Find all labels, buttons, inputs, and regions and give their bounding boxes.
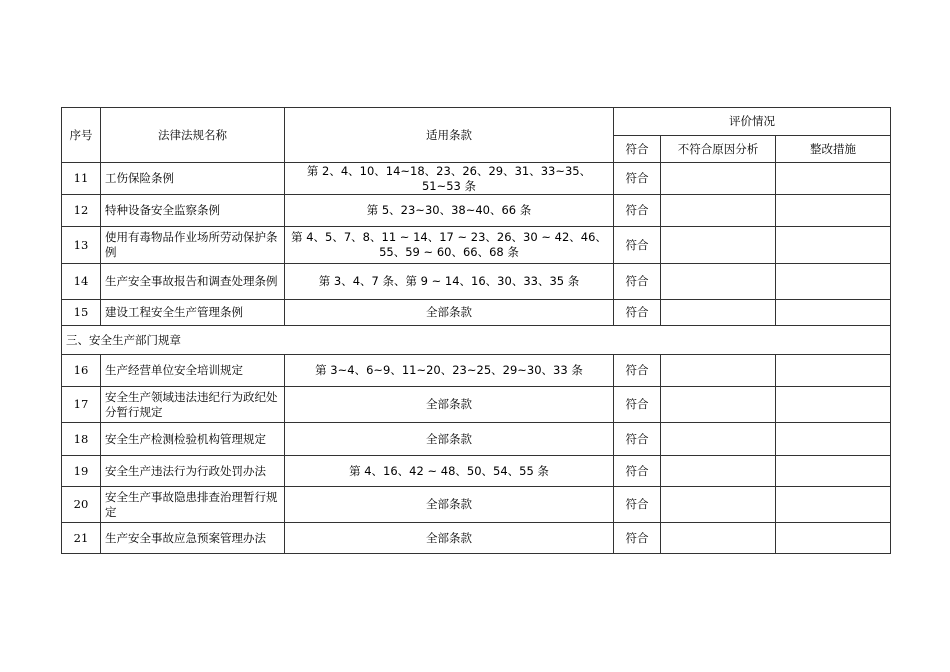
header-row-1: [62, 108, 891, 136]
header-clauses: 适用条款: [285, 108, 614, 163]
row-no: 14: [62, 264, 101, 300]
row-rectify: [776, 487, 891, 523]
table-row: [62, 355, 891, 387]
row-clauses: 第 2、4、10、14~18、23、26、29、31、33~35、51~53 条: [285, 163, 614, 195]
row-reason: [661, 300, 776, 326]
row-name: 安全生产检测检验机构管理规定: [101, 423, 285, 456]
row-name: 安全生产领域违法违纪行为政纪处分暂行规定: [101, 387, 285, 423]
row-reason: [661, 487, 776, 523]
row-rectify: [776, 456, 891, 487]
row-rectify: [776, 355, 891, 387]
row-no: 12: [62, 195, 101, 227]
row-clauses: 第 4、16、42 ~ 48、50、54、55 条: [285, 456, 614, 487]
header-name: 法律法规名称: [101, 108, 285, 163]
row-no: 18: [62, 423, 101, 456]
row-reason: [661, 163, 776, 195]
row-reason: [661, 195, 776, 227]
row-no: 16: [62, 355, 101, 387]
row-conform: 符合: [614, 487, 661, 523]
row-conform: 符合: [614, 355, 661, 387]
row-name: 工伤保险条例: [101, 163, 285, 195]
row-reason: [661, 523, 776, 554]
row-reason: [661, 227, 776, 264]
row-conform: 符合: [614, 423, 661, 456]
row-reason: [661, 264, 776, 300]
row-name: 生产安全事故报告和调查处理条例: [101, 264, 285, 300]
table-row: [62, 227, 891, 264]
table-row: [62, 523, 891, 554]
row-reason: [661, 387, 776, 423]
row-reason: [661, 456, 776, 487]
section-heading: 三、安全生产部门规章: [62, 326, 891, 355]
row-conform: 符合: [614, 195, 661, 227]
row-conform: 符合: [614, 300, 661, 326]
regulation-evaluation-table: [61, 107, 891, 554]
row-no: 15: [62, 300, 101, 326]
row-name: 使用有毒物品作业场所劳动保护条例: [101, 227, 285, 264]
row-no: 17: [62, 387, 101, 423]
row-conform: 符合: [614, 523, 661, 554]
header-conform: 符合: [614, 136, 661, 163]
row-no: 19: [62, 456, 101, 487]
table-row: [62, 423, 891, 456]
row-rectify: [776, 163, 891, 195]
row-no: 20: [62, 487, 101, 523]
row-conform: 符合: [614, 456, 661, 487]
row-no: 13: [62, 227, 101, 264]
row-clauses: 第 4、5、7、8、11 ~ 14、17 ~ 23、26、30 ~ 42、46、55、59 ~ 60、66、68 条: [285, 227, 614, 264]
row-clauses: 全部条款: [285, 387, 614, 423]
table-row: [62, 487, 891, 523]
row-reason: [661, 355, 776, 387]
row-name: 特种设备安全监察条例: [101, 195, 285, 227]
row-rectify: [776, 423, 891, 456]
row-conform: 符合: [614, 227, 661, 264]
row-clauses: 第 3、4、7 条、第 9 ~ 14、16、30、33、35 条: [285, 264, 614, 300]
row-name: 建设工程安全生产管理条例: [101, 300, 285, 326]
header-no: 序号: [62, 108, 101, 163]
table-row: [62, 387, 891, 423]
row-reason: [661, 423, 776, 456]
header-evaluation: 评价情况: [614, 108, 891, 136]
row-clauses: 第 5、23~30、38~40、66 条: [285, 195, 614, 227]
row-clauses: 全部条款: [285, 523, 614, 554]
row-clauses: 全部条款: [285, 423, 614, 456]
table-row: [62, 163, 891, 195]
row-no: 11: [62, 163, 101, 195]
section-row: [62, 326, 891, 355]
row-rectify: [776, 300, 891, 326]
row-name: 安全生产违法行为行政处罚办法: [101, 456, 285, 487]
row-name: 生产安全事故应急预案管理办法: [101, 523, 285, 554]
row-no: 21: [62, 523, 101, 554]
row-rectify: [776, 227, 891, 264]
row-clauses: 第 3~4、6~9、11~20、23~25、29~30、33 条: [285, 355, 614, 387]
table-row: [62, 456, 891, 487]
table-row: [62, 300, 891, 326]
row-conform: 符合: [614, 264, 661, 300]
header-reason: 不符合原因分析: [661, 136, 776, 163]
row-name: 安全生产事故隐患排查治理暂行规定: [101, 487, 285, 523]
row-rectify: [776, 264, 891, 300]
row-clauses: 全部条款: [285, 487, 614, 523]
row-rectify: [776, 523, 891, 554]
header-rectify: 整改措施: [776, 136, 891, 163]
row-rectify: [776, 387, 891, 423]
row-name: 生产经营单位安全培训规定: [101, 355, 285, 387]
row-rectify: [776, 195, 891, 227]
row-conform: 符合: [614, 387, 661, 423]
row-clauses: 全部条款: [285, 300, 614, 326]
table-row: [62, 264, 891, 300]
table-row: [62, 195, 891, 227]
row-conform: 符合: [614, 163, 661, 195]
